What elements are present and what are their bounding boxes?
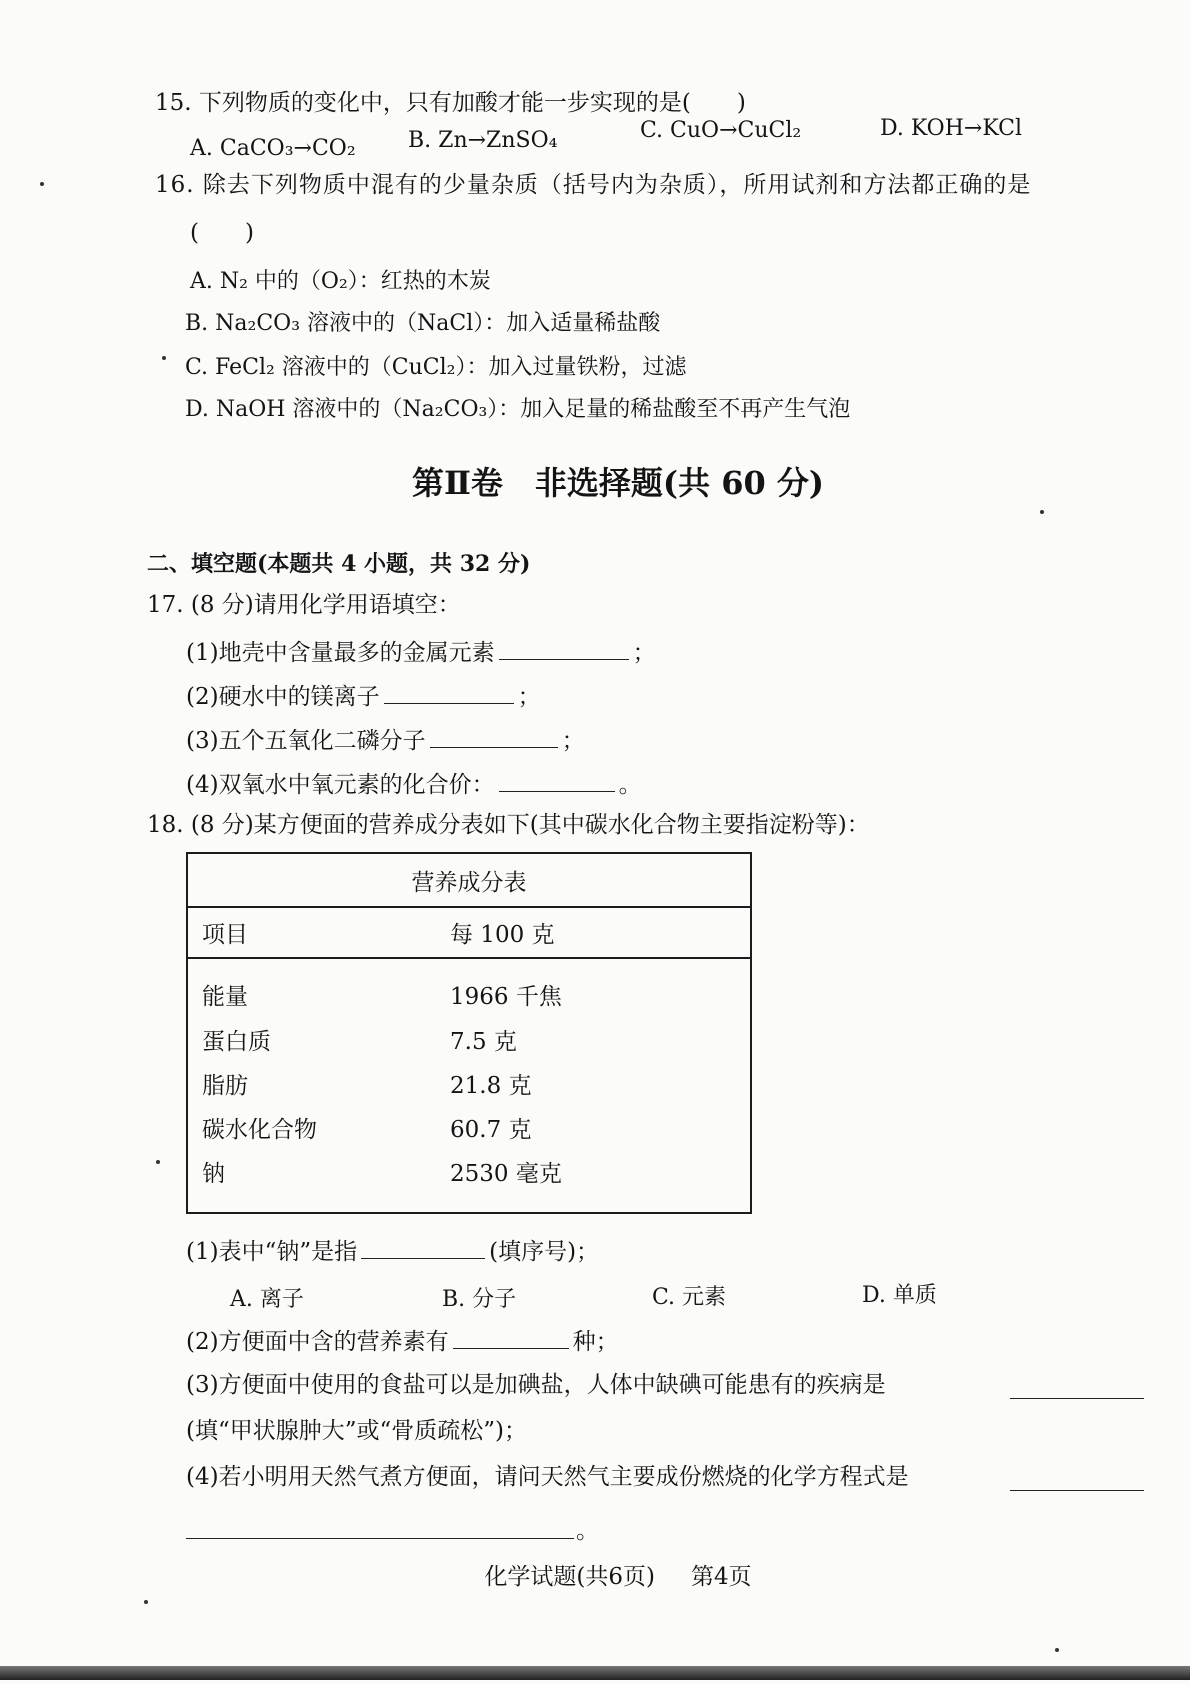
q16-stem: 16. 除去下列物质中混有的少量杂质（括号内为杂质），所用试剂和方法都正确的是 [155,172,1032,198]
scan-edge-bar [0,1666,1190,1680]
table-row-label: 碳水化合物 [202,1116,317,1143]
table-header-item: 项目 [187,907,436,957]
q17-item-1-blank[interactable] [499,637,629,660]
table-row-label: 钠 [202,1161,225,1188]
footer-exam-title: 化学试题(共6页) [484,1564,655,1590]
part-2-title: 二、填空题(本题共 4 小题，共 32 分) [147,551,531,577]
table-row-value: 2530 毫克 [450,1161,562,1188]
q18-sub-1-option-c: C. 元素 [652,1285,727,1310]
q17-stem: 17. (8 分)请用化学用语填空： [147,592,461,618]
scan-speck [144,1600,148,1604]
q18-sub-4-blank-1[interactable] [1010,1490,1144,1491]
table-row-value: 21.8 克 [450,1072,532,1099]
q18-sub-4-end: 。 [576,1518,599,1544]
q17-item-2-text: (2)硬水中的镁离子 [186,684,380,710]
q17-item-3 [186,725,585,756]
q17-item-1-text: (1)地壳中含量最多的金属元素 [186,640,495,666]
q17-item-2 [186,681,541,712]
footer-page-number: 第4页 [690,1564,752,1590]
q18-sub-2-text: (2)方便面中含的营养素有 [186,1329,449,1355]
table-row-value: 7.5 克 [450,1028,517,1055]
scan-speck [156,1160,160,1164]
q16-option-c: C. FeCl₂ 溶液中的（CuCl₂）：加入过量铁粉，过滤 [185,355,687,380]
q18-sub-1-text: (1)表中“钠”是指 [186,1239,358,1265]
q18-sub-1-blank[interactable] [361,1236,485,1259]
q18-sub-1-option-d: D. 单质 [862,1283,937,1308]
table-row-value: 1966 千焦 [450,984,562,1011]
q15-option-b: B. Zn→ZnSO₄ [408,128,558,153]
scan-speck [162,356,166,360]
table-row-value: 60.7 克 [450,1116,532,1143]
q17-item-2-blank[interactable] [384,681,514,704]
q18-stem: 18. (8 分)某方便面的营养成分表如下(其中碳水化合物主要指淀粉等)： [147,812,870,838]
page-footer [0,1558,1190,1591]
scan-speck [40,182,44,186]
q17-item-4-text: (4)双氧水中氧元素的化合价： [186,772,495,798]
q15-stem: 15. 下列物质的变化中，只有加酸才能一步实现的是( ) [155,90,746,116]
q18-sub-3-blank[interactable] [1010,1398,1144,1399]
q15-option-a: A. CaCO₃→CO₂ [190,136,356,161]
nutrition-table [186,852,752,1214]
q17-item-4 [186,769,642,800]
table-row-label: 脂肪 [202,1072,248,1099]
q17-item-4-blank[interactable] [499,769,615,792]
q17-item-1-end: ； [632,640,656,666]
q17-item-1 [186,637,656,668]
q18-sub-4-text: (4)若小明用天然气煮方便面，请问天然气主要成份燃烧的化学方程式是 [186,1464,909,1490]
nutrition-table-caption: 营养成分表 [187,853,751,907]
q17-item-4-end: 。 [618,772,642,798]
q17-item-3-blank[interactable] [430,725,558,748]
q18-sub-3-hint: (填“甲状腺肿大”或“骨质疏松”)； [186,1418,527,1444]
q17-item-3-end: ； [561,728,585,754]
q18-sub-2-blank[interactable] [453,1326,569,1349]
table-row-label: 能量 [202,984,248,1011]
table-header-per100g: 每 100 克 [436,907,751,957]
q16-option-a: A. N₂ 中的（O₂）：红热的木炭 [190,269,491,294]
q16-option-d: D. NaOH 溶液中的（Na₂CO₃）：加入足量的稀盐酸至不再产生气泡 [185,397,851,422]
q18-sub-2-post: 种； [572,1329,619,1355]
q15-option-d: D. KOH→KCl [880,116,1023,141]
q17-item-2-end: ； [517,684,541,710]
q18-sub-3-text: (3)方便面中使用的食盐可以是加碘盐，人体中缺碘可能患有的疾病是 [186,1372,886,1398]
q18-sub-1-option-a: A. 离子 [230,1287,304,1312]
q18-sub-1-option-b: B. 分子 [442,1287,517,1312]
scan-speck [1055,1648,1059,1652]
q18-sub-1-post: (填序号)； [489,1239,600,1265]
volume-2-title: 第Ⅱ卷 非选择题(共 60 分) [411,464,825,502]
q18-sub-1 [186,1236,599,1267]
q16-answer-paren: ( ) [190,220,254,246]
table-row-label: 蛋白质 [202,1028,271,1055]
q17-item-3-text: (3)五个五氧化二磷分子 [186,728,426,754]
q18-sub-4-blank-2[interactable] [186,1538,574,1539]
q18-sub-3 [186,1372,886,1400]
q18-sub-4 [186,1464,909,1492]
q18-sub-2 [186,1326,619,1357]
q16-option-b: B. Na₂CO₃ 溶液中的（NaCl）：加入适量稀盐酸 [185,311,661,336]
scan-speck [1040,510,1044,514]
q15-option-c: C. CuO→CuCl₂ [640,118,802,143]
